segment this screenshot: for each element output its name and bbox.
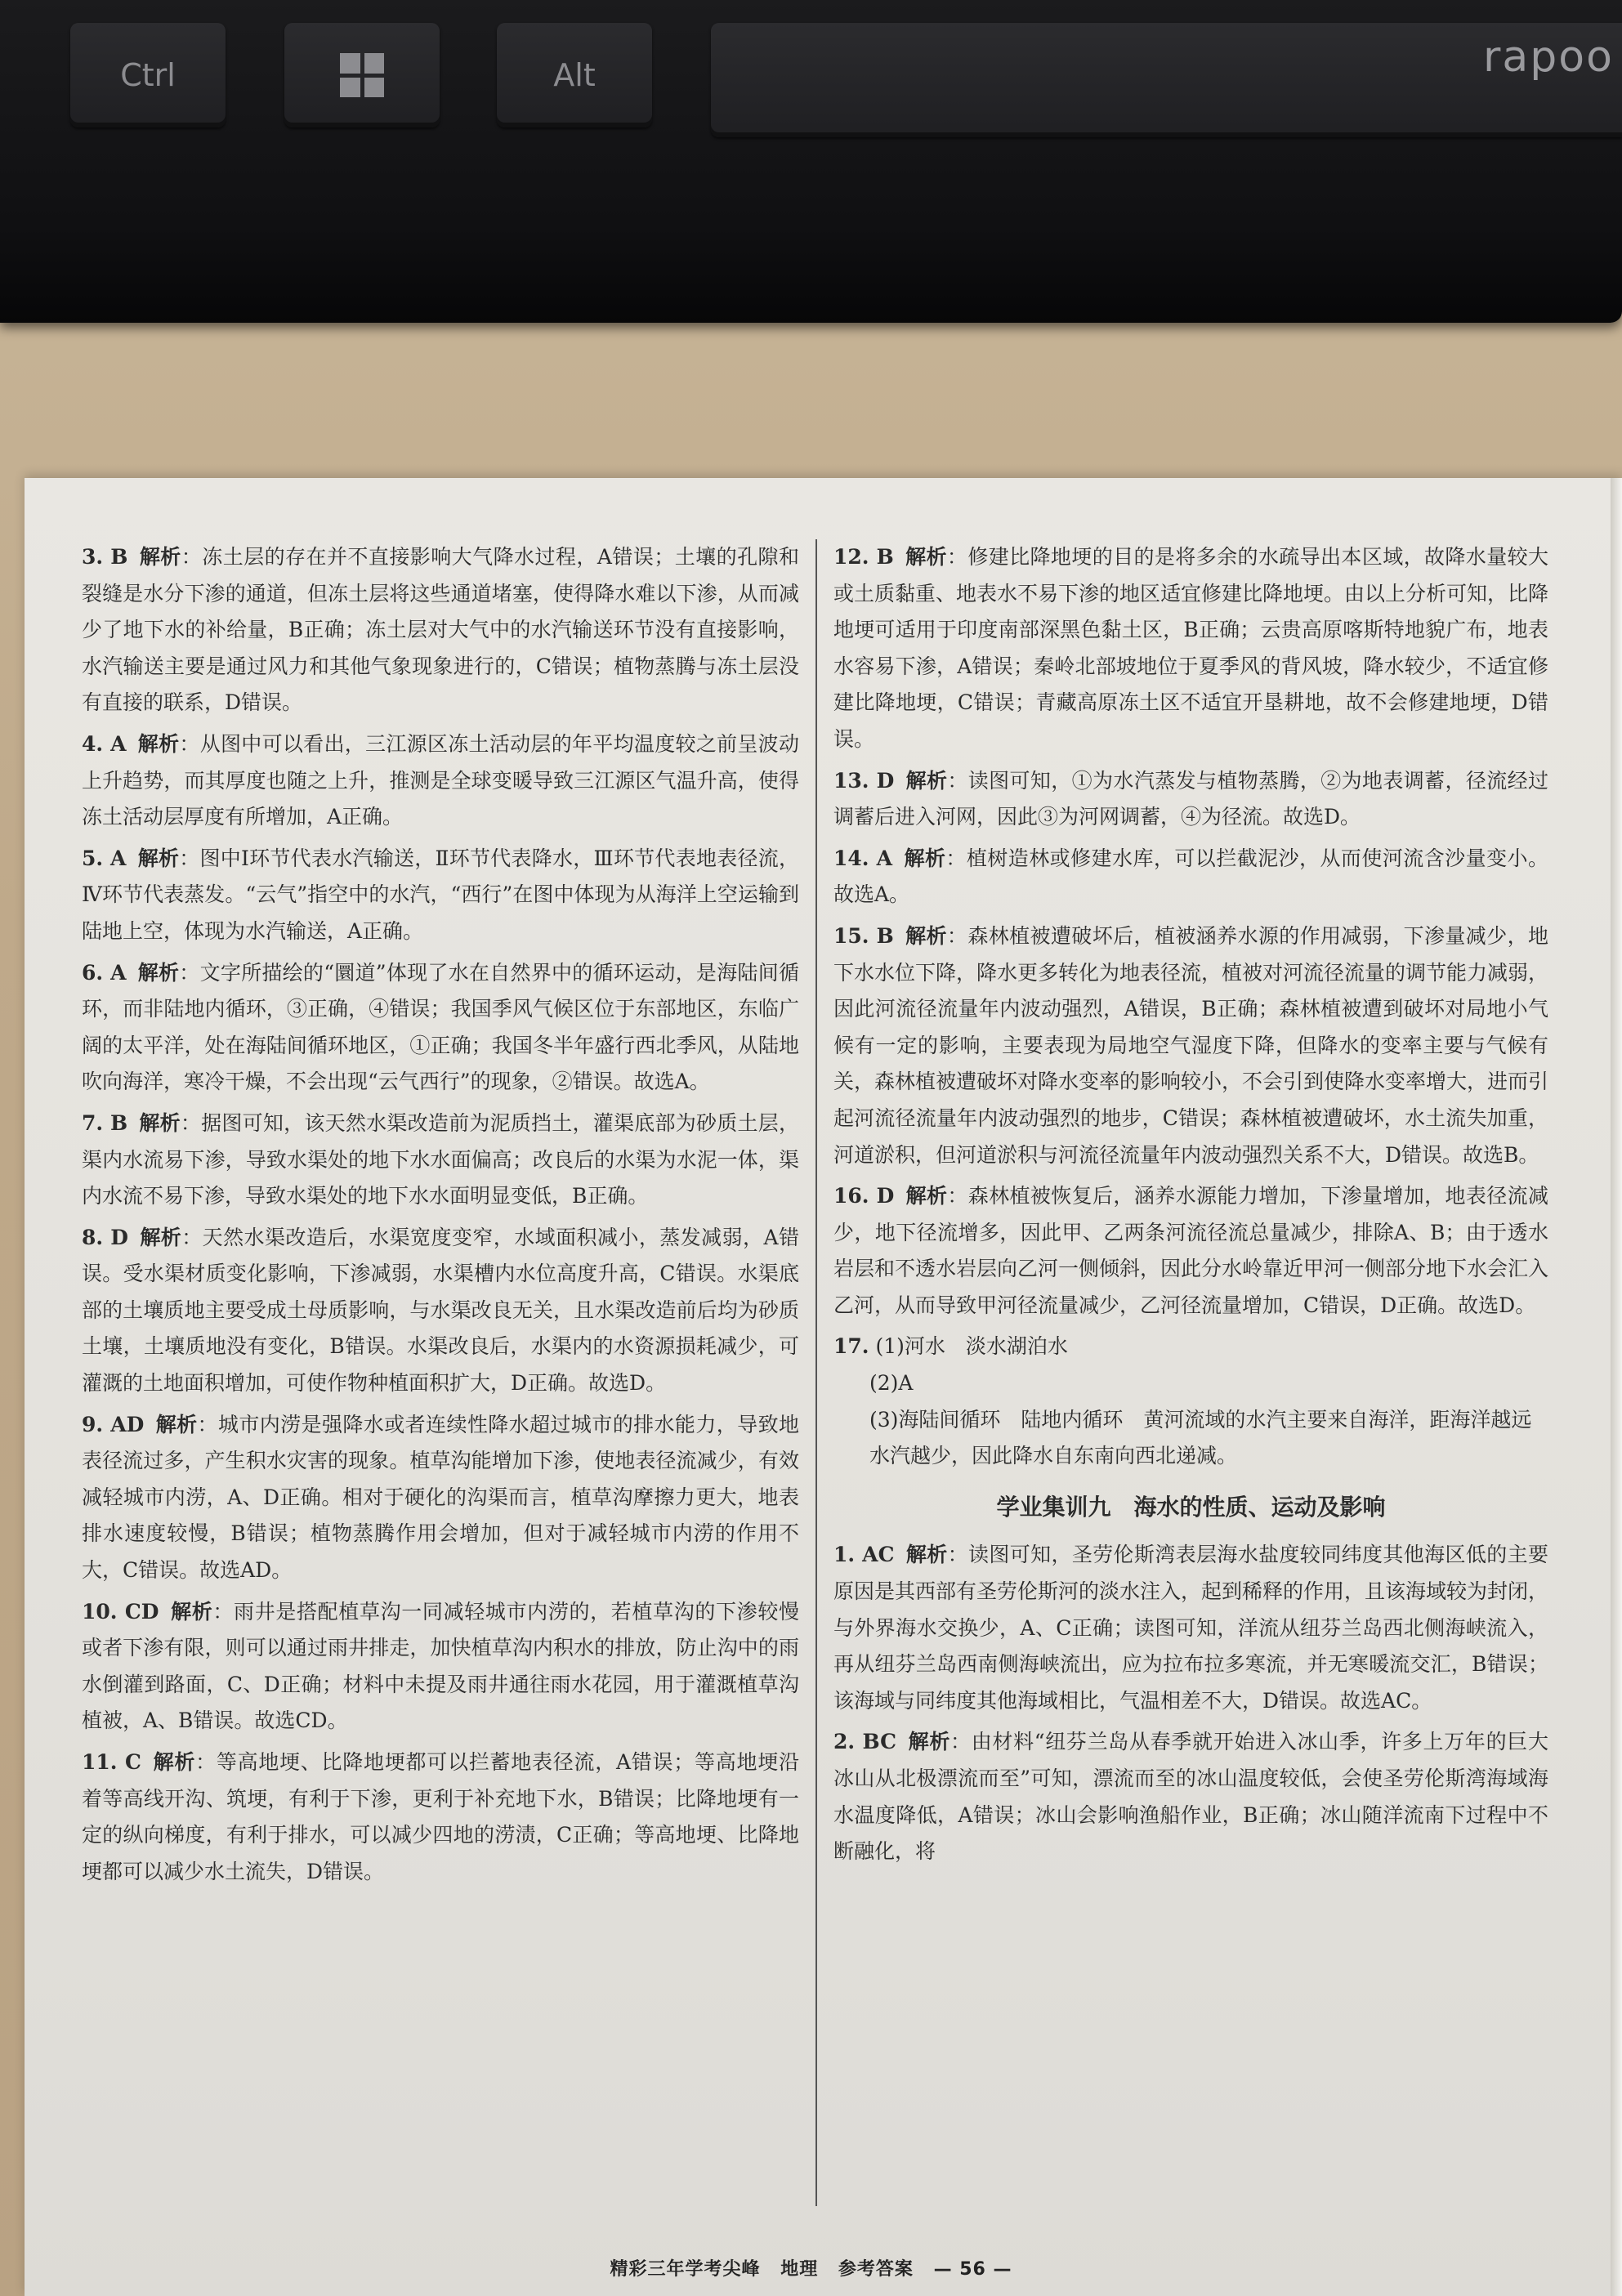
analysis-label: 解析 bbox=[170, 1599, 213, 1624]
answer-item: 16. D 解析：森林植被恢复后，涵养水源能力增加，下渗量增加，地表径流减少，地下径流增多，因此甲、乙两条河流径流总量减少，排除A、B；由于透水岩层和不透水岩层向乙河一侧倾斜，因此分水岭靠近甲河一侧部分地下水会汇入乙河，从而导致甲河径流量减少，乙河径流量增加，C错误，D正确。故选D。 bbox=[833, 1184, 1549, 1317]
right-column bbox=[833, 539, 1548, 1875]
footer-page-number: — 56 — bbox=[933, 2259, 1012, 2280]
answer-item: 15. B 解析：森林植被遭破坏后，植被涵养水源的作用减弱，下渗量减少，地下水水位下降，降水更多转化为地表径流，植被对河流径流量的调节能力减弱，因此河流径流量年内波动强烈，A错误，B正确；森林植被遭到破坏对局地小气候有一定的影响，主要表现为局地空气湿度下降，但降水的变率主要与气候有关，森林植被遭破坏对降水变率的影响较小，不会引到使降水变率增大，进而引起河流径流量年内波动强烈的地步，C错误；森林植被遭破坏，水土流失加重，河道淤积，但河道淤积与河流径流量年内波动强烈关系不大，D错误。故选B。 bbox=[833, 923, 1549, 1167]
answer-number: 2. BC bbox=[833, 1730, 896, 1754]
ctrl-key bbox=[70, 23, 226, 127]
analysis-label: 解析 bbox=[905, 1543, 948, 1567]
answer-number: 17. bbox=[833, 1334, 869, 1359]
analysis-label: 解析 bbox=[905, 1184, 948, 1208]
answer-number: 4. A bbox=[82, 731, 127, 756]
question-17-answer bbox=[833, 1329, 1548, 1474]
left-column bbox=[82, 539, 799, 1895]
analysis-label: 解析 bbox=[905, 545, 947, 569]
keyboard bbox=[0, 0, 1622, 323]
answer-number: 12. B bbox=[833, 545, 894, 569]
analysis-label: 解析 bbox=[139, 545, 181, 569]
windows-logo-icon bbox=[340, 53, 384, 97]
analysis-label: 解析 bbox=[139, 1110, 181, 1135]
analysis-label: 解析 bbox=[137, 731, 180, 756]
analysis-text: 修建比降地埂的目的是将多余的水疏导出本区域，故降水量较大或土质黏重、地表水不易下渗的地区适宜修建比降地埂。由以上分析可知，比降地埂可适用于印度南部深黑色黏土区，B正确；云贵高原喀斯特地貌广布，地表水容易下渗，A错误；秦岭北部坡地位于夏季风的背风坡，降水较少，不适宜修建比降地埂，C错误；青藏高原冻土区不适宜开垦耕地，故不会修建地埂，D错误。 bbox=[833, 545, 1549, 751]
answer-number: 3. B bbox=[82, 545, 128, 569]
ctrl-key-label: Ctrl bbox=[120, 57, 176, 93]
answer-item: 11. C 解析：等高地埂、比降地埂都可以拦蓄地表径流，A错误；等高地埂沿着等高线开沟、筑埂，有利于下渗，更利于补充地下水，B错误；比降地埂有一定的纵向梯度，有利于排水，可以减少四地的涝渍，C正确；等高地埂、比降地埂都可以减少水土流失，D错误。 bbox=[82, 1750, 799, 1883]
analysis-text: 城市内涝是强降水或者连续性降水超过城市的排水能力，导致地表径流过多，产生积水灾害的现象。植草沟能增加下渗，使地表径流减少，有效减轻城市内涝，A、D正确。相对于硬化的沟渠而言，植草沟摩擦力更大，地表排水速度较慢，B错误；植物蒸腾作用会增加，但对于减轻城市内涝的作用不大，C错误。故选AD。 bbox=[82, 1412, 799, 1583]
windows-key bbox=[284, 23, 440, 127]
analysis-text: 图中Ⅰ环节代表水汽输送，Ⅱ环节代表降水，Ⅲ环节代表地表径流，Ⅳ环节代表蒸发。“云气”指空中的水汽，“西行”在图中体现为从海洋上空运输到陆地上空，体现为水汽输送，A正确。 bbox=[82, 846, 799, 943]
answer-item: 12. B 解析：修建比降地埂的目的是将多余的水疏导出本区域，故降水量较大或土质黏重、地表水不易下渗的地区适宜修建比降地埂。由以上分析可知，比降地埂可适用于印度南部深黑色黏土区，B正确；云贵高原喀斯特地貌广布，地表水容易下渗，A错误；秦岭北部坡地位于夏季风的背风坡，降水较少，不适宜修建比降地埂，C错误；青藏高原冻土区不适宜开垦耕地，故不会修建地埂，D错误。 bbox=[833, 545, 1549, 751]
analysis-text: 森林植被遭破坏后，植被涵养水源的作用减弱，下渗量减少，地下水水位下降，降水更多转化为地表径流，植被对河流径流量的调节能力减弱，因此河流径流量年内波动强烈，A错误，B正确；森林植被遭到破坏对局地小气候有一定的影响，主要表现为局地空气湿度下降，但降水的变率主要与气候有关，森林植被遭破坏对降水变率的影响较小，不会引到使降水变率增大，进而引起河流径流量年内波动强烈的地步，C错误；森林植被遭破坏，水土流失加重，河道淤积，但河道淤积与河流径流量年内波动强烈关系不大，D错误。故选B。 bbox=[833, 923, 1549, 1167]
page-edge bbox=[1611, 478, 1622, 2296]
analysis-label: 解析 bbox=[137, 846, 180, 870]
analysis-label: 解析 bbox=[904, 846, 946, 870]
answer-item: 6. A 解析：文字所描绘的“圜道”体现了水在自然界中的循环运动，是海陆间循环，而非陆地内循环，③正确，④错误；我国季风气候区位于东部地区，东临广阔的太平洋，处在海陆间循环地区，①正确；我国冬半年盛行西北季风，从陆地吹向海洋，寒冷干燥，不会出现“云气西行”的现象，②错误。故选A。 bbox=[82, 960, 799, 1094]
analysis-text: 读图可知，圣劳伦斯湾表层海水盐度较同纬度其他海区低的主要原因是其西部有圣劳伦斯河的淡水注入，起到稀释的作用，且该海域较为封闭，与外界海水交换少，A、C正确；读图可知，洋流从纽芬兰岛西北侧海峡流入，再从纽芬兰岛西南侧海峡流出，应为拉布拉多寒流，并无寒暖流交汇，B错误；该海域与同纬度其他海域相比，气温相差不大，D错误。故选AC。 bbox=[833, 1543, 1549, 1713]
analysis-label: 解析 bbox=[907, 1730, 951, 1754]
analysis-label: 解析 bbox=[905, 768, 948, 793]
footer-part: 参考答案 bbox=[838, 2259, 914, 2280]
analysis-text: 植树造林或修建水库，可以拦截泥沙，从而使河流含沙量变小。故选A。 bbox=[833, 846, 1548, 907]
alt-key bbox=[497, 23, 652, 127]
analysis-label: 解析 bbox=[155, 1412, 198, 1436]
answer-number: 7. B bbox=[82, 1110, 128, 1135]
answer-item: 13. D 解析：读图可知，①为水汽蒸发与植物蒸腾，②为地表调蓄，径流经过调蓄后进入河网，因此③为河网调蓄，④为径流。故选D。 bbox=[833, 768, 1548, 829]
answer-item: 3. B 解析：冻土层的存在并不直接影响大气降水过程，A错误；土壤的孔隙和裂缝是水分下渗的通道，但冻土层将这些通道堵塞，使得降水难以下渗，从而减少了地下水的补给量，B正确；冻土层对大气中的水汽输送环节没有直接影响，水汽输送主要是通过风力和其他气象现象进行的，C错误；植物蒸腾与冻土层没有直接的联系，D错误。 bbox=[82, 545, 799, 715]
analysis-text: 雨井是搭配植草沟一同减轻城市内涝的，若植草沟的下渗较慢或者下渗有限，则可以通过雨井排走，加快植草沟内积水的排放，防止沟中的雨水倒灌到路面，C、D正确；材料中未提及雨井通往雨水花园，用于灌溉植草沟植被，A、B错误。故选CD。 bbox=[82, 1599, 799, 1733]
analysis-label: 解析 bbox=[905, 923, 947, 948]
footer-book-title: 精彩三年学考尖峰 bbox=[610, 2259, 761, 2280]
answer-item: 5. A 解析：图中Ⅰ环节代表水汽输送，Ⅱ环节代表降水，Ⅲ环节代表地表径流，Ⅳ环节代表蒸发。“云气”指空中的水汽，“西行”在图中体现为从海洋上空运输到陆地上空，体现为水汽输送，A正确。 bbox=[82, 846, 799, 943]
answer-item: 9. AD 解析：城市内涝是强降水或者连续性降水超过城市的排水能力，导致地表径流过多，产生积水灾害的现象。植草沟能增加下渗，使地表径流减少，有效减轻城市内涝，A、D正确。相对于硬化的沟渠而言，植草沟摩擦力更大，地表排水速度较慢，B错误；植物蒸腾作用会增加，但对于减轻城市内涝的作用不大，C错误。故选AD。 bbox=[82, 1412, 799, 1583]
section-title: 学业集训九 海水的性质、运动及影响 bbox=[996, 1493, 1386, 1521]
analysis-text: 文字所描绘的“圜道”体现了水在自然界中的循环运动，是海陆间循环，而非陆地内循环，③正确，④错误；我国季风气候区位于东部地区，东临广阔的太平洋，处在海陆间循环地区，①正确；我国冬半年盛行西北季风，从陆地吹向海洋，寒冷干燥，不会出现“云气西行”的现象，②错误。故选A。 bbox=[82, 960, 799, 1094]
answer-number: 8. D bbox=[82, 1225, 128, 1249]
analysis-text: 由材料“纽芬兰岛从春季就开始进入冰山季，许多上万年的巨大冰山从北极漂流而至”可知，漂流而至的冰山温度较低，会使圣劳伦斯湾海域海水温度降低，A错误；冰山会影响渔船作业，B正确；冰山随洋流南下过程中不断融化，将 bbox=[833, 1730, 1548, 1864]
sub-answer-line: (3)海陆间循环 陆地内循环 黄河流域的水汽主要来自海洋，距海洋越远水汽越少，因此降水自东南向西北递减。 bbox=[869, 1407, 1532, 1468]
page-footer bbox=[0, 2255, 1622, 2280]
sub-answer-line: (1)河水 淡水湖泊水 bbox=[875, 1334, 1068, 1359]
analysis-text: 等高地埂、比降地埂都可以拦蓄地表径流，A错误；等高地埂沿着等高线开沟、筑埂，有利于下渗，更利于补充地下水，B错误；比降地埂有一定的纵向梯度，有利于排水，可以减少四地的涝渍，C正确；等高地埂、比降地埂都可以减少水土流失，D错误。 bbox=[82, 1750, 799, 1883]
answer-number: 10. CD bbox=[82, 1599, 159, 1624]
answer-number: 14. A bbox=[833, 846, 893, 870]
answer-item: 10. CD 解析：雨井是搭配植草沟一同减轻城市内涝的，若植草沟的下渗较慢或者下渗有限，则可以通过雨井排走，加快植草沟内积水的排放，防止沟中的雨水倒灌到路面，C、D正确；材料中未提及雨井通往雨水花园，用于灌溉植草沟植被，A、B错误。故选CD。 bbox=[82, 1599, 799, 1733]
keyboard-brand-logo: rapoo bbox=[1483, 33, 1614, 82]
answer-item: 8. D 解析：天然水渠改造后，水渠宽度变窄，水域面积减小，蒸发减弱，A错误。受水渠材质变化影响，下渗减弱，水渠槽内水位高度升高，C错误。水渠底部的土壤质地主要受成土母质影响，与水渠改良无关，且水渠改造前后均为砂质土壤，土壤质地没有变化，B错误。水渠改良后，水渠内的水资源损耗减少，可灌溉的土地面积增加，可使作物种植面积扩大，D正确。故选D。 bbox=[82, 1225, 799, 1396]
analysis-text: 森林植被恢复后，涵养水源能力增加，下渗量增加，地表径流减少，地下径流增多，因此甲、乙两条河流径流总量减少，排除A、B；由于透水岩层和不透水岩层向乙河一侧倾斜，因此分水岭靠近甲河一侧部分地下水会汇入乙河，从而导致甲河径流量减少，乙河径流量增加，C错误，D正确。故选D。 bbox=[833, 1184, 1549, 1317]
answer-number: 5. A bbox=[82, 846, 127, 870]
analysis-label: 解析 bbox=[139, 1225, 182, 1249]
answer-item: 1. AC 解析：读图可知，圣劳伦斯湾表层海水盐度较同纬度其他海区低的主要原因是其西部有圣劳伦斯河的淡水注入，起到稀释的作用，且该海域较为封闭，与外界海水交换少，A、C正确；读图可知，洋流从纽芬兰岛西北侧海峡流入，再从纽芬兰岛西南侧海峡流出，应为拉布拉多寒流，并无寒暖流交汇，B错误；该海域与同纬度其他海域相比，气温相差不大，D错误。故选AC。 bbox=[833, 1543, 1549, 1713]
column-divider bbox=[815, 539, 817, 2206]
analysis-text: 据图可知，该天然水渠改造前为泥质挡土，灌渠底部为砂质土层，渠内水流易下渗，导致水渠处的地下水水面偏高；改良后的水渠为水泥一体，渠内水流不易下渗，导致水渠处的地下水水面明显变低，B正确。 bbox=[82, 1110, 799, 1208]
analysis-text: 天然水渠改造后，水渠宽度变窄，水域面积减小，蒸发减弱，A错误。受水渠材质变化影响，下渗减弱，水渠槽内水位高度升高，C错误。水渠底部的土壤质地主要受成土母质影响，与水渠改良无关，且水渠改造前后均为砂质土壤，土壤质地没有变化，B错误。水渠改良后，水渠内的水资源损耗减少，可灌溉的土地面积增加，可使作物种植面积扩大，D正确。故选D。 bbox=[82, 1225, 799, 1396]
answer-item: 2. BC 解析：由材料“纽芬兰岛从春季就开始进入冰山季，许多上万年的巨大冰山从北极漂流而至”可知，漂流而至的冰山温度较低，会使圣劳伦斯湾海域海水温度降低，A错误；冰山会影响渔船作业，B正确；冰山随洋流南下过程中不断融化，将 bbox=[833, 1730, 1548, 1864]
answer-number: 11. C bbox=[82, 1750, 141, 1774]
footer-subject: 地理 bbox=[780, 2259, 819, 2280]
analysis-text: 冻土层的存在并不直接影响大气降水过程，A错误；土壤的孔隙和裂缝是水分下渗的通道，但冻土层将这些通道堵塞，使得降水难以下渗，从而减少了地下水的补给量，B正确；冻土层对大气中的水汽输送环节没有直接影响，水汽输送主要是通过风力和其他气象现象进行的，C错误；植物蒸腾与冻土层没有直接的联系，D错误。 bbox=[82, 545, 799, 715]
answer-number: 16. D bbox=[833, 1184, 895, 1208]
answer-number: 15. B bbox=[833, 923, 894, 948]
sub-answer-line: (2)A bbox=[869, 1371, 914, 1396]
answer-item: 7. B 解析：据图可知，该天然水渠改造前为泥质挡土，灌渠底部为砂质土层，渠内水流易下渗，导致水渠处的地下水水面偏高；改良后的水渠为水泥一体，渠内水流不易下渗，导致水渠处的地下水水面明显变低，B正确。 bbox=[82, 1110, 799, 1208]
analysis-label: 解析 bbox=[152, 1750, 196, 1774]
answer-number: 1. AC bbox=[833, 1543, 895, 1567]
answer-number: 13. D bbox=[833, 768, 895, 793]
answer-item: 4. A 解析：从图中可以看出，三江源区冻土活动层的年平均温度较之前呈波动上升趋势，而其厚度也随之上升，推测是全球变暖导致三江源区气温升高，使得冻土活动层厚度有所增加，A正确。 bbox=[82, 731, 799, 829]
analysis-label: 解析 bbox=[137, 960, 180, 985]
answer-number: 9. AD bbox=[82, 1412, 145, 1436]
alt-key-label: Alt bbox=[553, 57, 596, 93]
analysis-text: 读图可知，①为水汽蒸发与植物蒸腾，②为地表调蓄，径流经过调蓄后进入河网，因此③为河网调蓄，④为径流。故选D。 bbox=[833, 768, 1548, 829]
analysis-text: 从图中可以看出，三江源区冻土活动层的年平均温度较之前呈波动上升趋势，而其厚度也随之上升，推测是全球变暖导致三江源区气温升高，使得冻土活动层厚度有所增加，A正确。 bbox=[82, 731, 799, 829]
answer-number: 6. A bbox=[82, 960, 127, 985]
answer-item: 14. A 解析：植树造林或修建水库，可以拦截泥沙，从而使河流含沙量变小。故选A。 bbox=[833, 846, 1548, 907]
